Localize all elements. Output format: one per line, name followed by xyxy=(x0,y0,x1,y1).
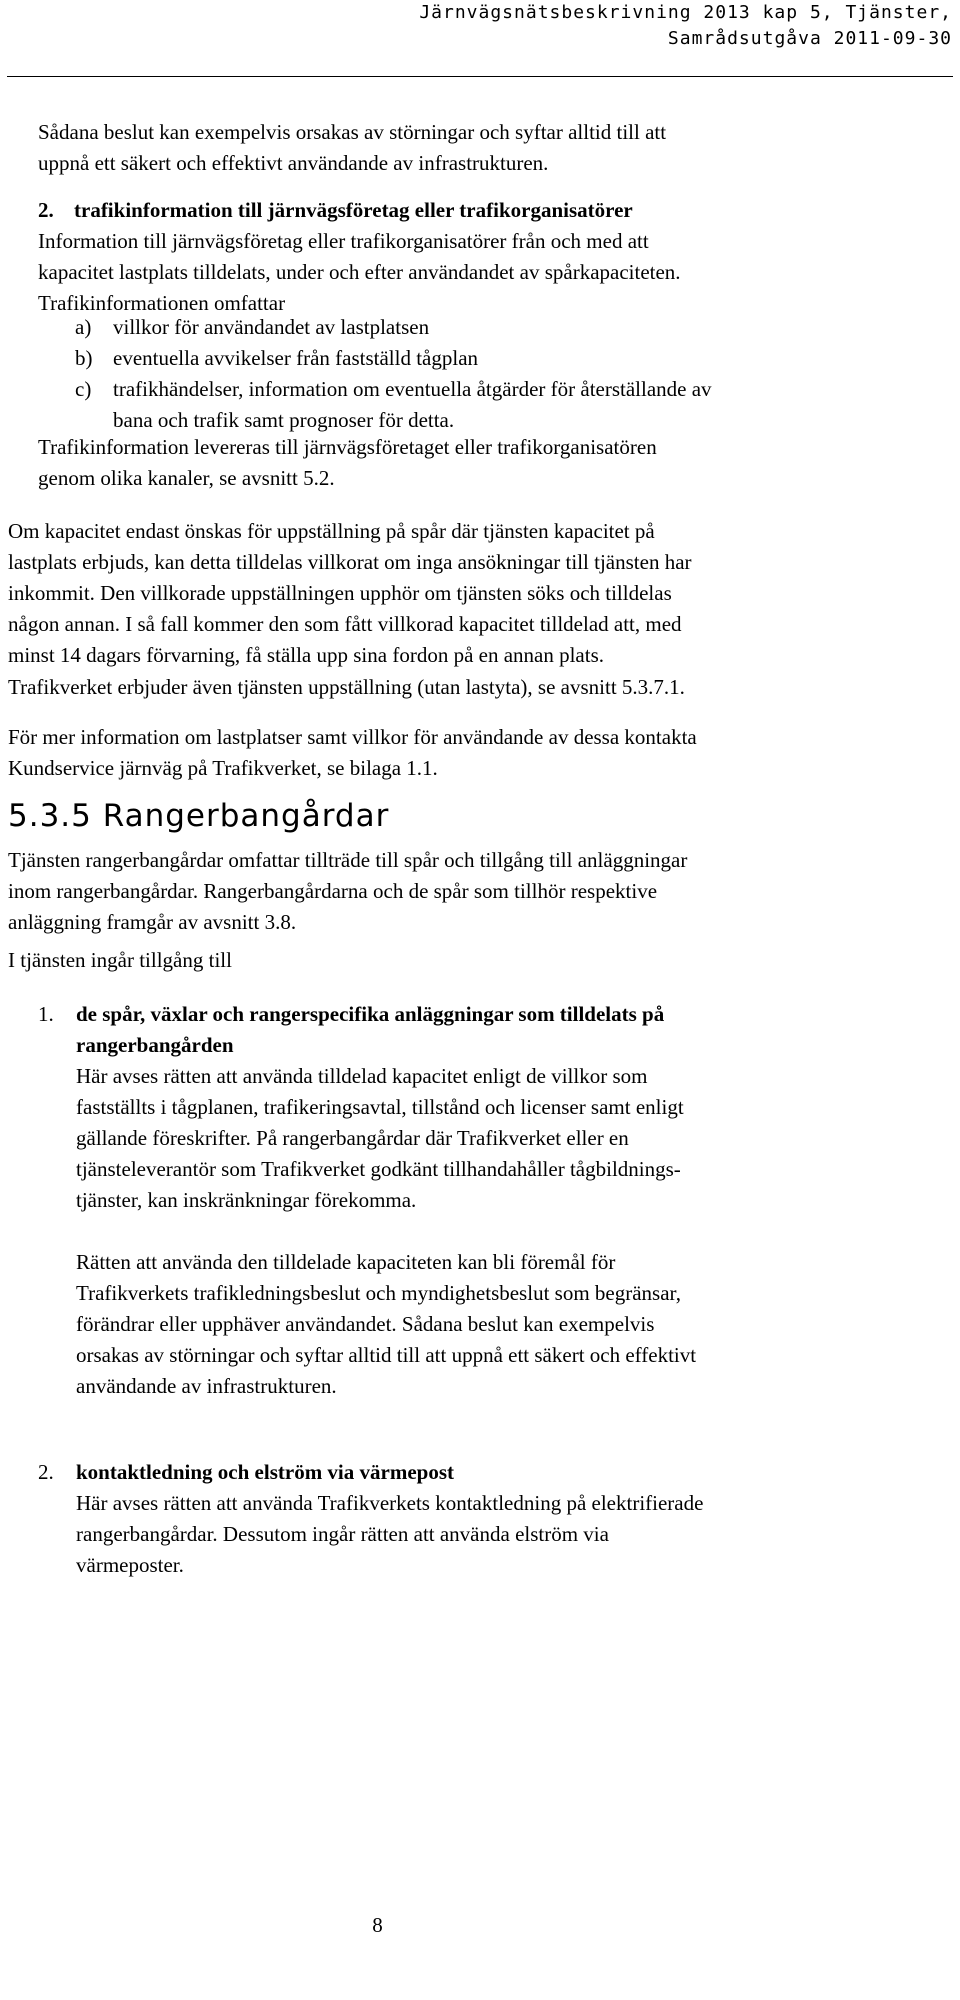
list-text: bana och trafik samt prognoser för detta. xyxy=(113,408,455,432)
text-line: någon annan. I så fall kommer den som fått villkorad kapacitet tilldelad att, med xyxy=(8,612,682,636)
list-label: b) xyxy=(75,346,93,370)
text-line: Trafikinformation levereras till järnvägsföretaget eller trafikorganisatören xyxy=(38,435,657,459)
text-line: För mer information om lastplatser samt villkor för användande av dessa kontakta xyxy=(8,725,697,749)
text-line: inom rangerbangårdar. Rangerbangårdarna och de spår som tillhör respektive xyxy=(8,879,658,903)
text-line: uppnå ett säkert och effektivt användande av infrastrukturen. xyxy=(38,151,549,175)
text-line: orsakas av störningar och syftar alltid till att uppnå ett säkert och effektivt xyxy=(76,1343,697,1367)
header-subtitle: Samrådsutgåva 2011-09-30 xyxy=(667,28,952,49)
item-number: 2. xyxy=(38,198,54,222)
item-number: 2. xyxy=(38,1460,54,1484)
section-heading: 5.3.5 Rangerbangårdar xyxy=(8,798,390,834)
text-line: Information till järnvägsföretag eller trafikorganisatörer från och med att xyxy=(38,229,649,253)
text-line: kapacitet lastplats tilldelats, under och efter användandet av spårkapaciteten. xyxy=(38,260,681,284)
header-divider xyxy=(7,76,953,77)
text-line: Om kapacitet endast önskas för uppställning på spår där tjänsten kapacitet på xyxy=(8,519,655,543)
page-number: 8 xyxy=(372,1913,383,1937)
info-paragraph xyxy=(8,722,953,784)
list-text: trafikhändelser, information om eventuella åtgärder för återställande av xyxy=(113,377,712,401)
page-header xyxy=(419,0,952,52)
section-intro-paragraph xyxy=(8,845,953,938)
text-line: anläggning framgår av avsnitt 3.8. xyxy=(8,910,297,934)
text-line: minst 14 dagars förvarning, få ställa upp sina fordon på en annan plats. xyxy=(8,643,605,667)
text-line: fastställts i tågplanen, trafikeringsavtal, tillstånd och licenser samt enligt xyxy=(76,1095,684,1119)
text-line: användande av infrastrukturen. xyxy=(76,1374,337,1398)
item-number: 1. xyxy=(38,1002,54,1026)
section-lead: I tjänsten ingår tillgång till xyxy=(8,948,232,972)
trafikinfo-paragraph xyxy=(38,226,948,319)
text-line: Trafikverkets trafikledningsbeslut och myndighetsbeslut som begränsar, xyxy=(76,1281,681,1305)
list-label: a) xyxy=(75,315,92,339)
trafikinfo-delivery-paragraph xyxy=(38,432,948,494)
text-line: genom olika kanaler, se avsnitt 5.2. xyxy=(38,466,335,490)
text-line: förändrar eller upphäver användandet. Sådana beslut kan exempelvis xyxy=(76,1312,655,1336)
text-line: Här avses rätten att använda tilldelad kapacitet enligt de villkor som xyxy=(76,1064,648,1088)
text-line: Tjänsten rangerbangårdar omfattar tillträde till spår och tillgång till anläggningar xyxy=(8,848,688,872)
item-heading: de spår, växlar och rangerspecifika anläggningar som tilldelats på xyxy=(76,1002,665,1026)
text-line: värmeposter. xyxy=(76,1553,184,1577)
text-line: rangerbangårdar. Dessutom ingår rätten att använda elström via xyxy=(76,1522,609,1546)
text-line: Sådana beslut kan exempelvis orsakas av störningar och syftar alltid till att xyxy=(38,120,667,144)
text-line: inkommit. Den villkorade uppställningen upphör om tjänsten söks och tilldelas xyxy=(8,581,672,605)
item-heading: trafikinformation till järnvägsföretag eller trafikorganisatörer xyxy=(74,198,633,222)
item-heading: rangerbangården xyxy=(76,1033,234,1057)
text-line: tjänster, kan inskränkningar förekomma. xyxy=(76,1188,417,1212)
trafikverket-paragraph: Trafikverket erbjuder även tjänsten uppställning (utan lastyta), se avsnitt 5.3.7.1. xyxy=(8,675,685,699)
text-line: Rätten att använda den tilldelade kapaciteten kan bli föremål för xyxy=(76,1250,616,1274)
list-text: eventuella avvikelser från fastställd tågplan xyxy=(113,346,479,370)
list-text: villkor för användandet av lastplatsen xyxy=(113,315,430,339)
list-label: c) xyxy=(75,377,92,401)
intro-paragraph xyxy=(38,117,948,179)
text-line: Trafikinformationen omfattar xyxy=(38,291,286,315)
text-line: lastplats erbjuds, kan detta tilldelas villkorat om inga ansökningar till tjänsten har xyxy=(8,550,692,574)
text-line: Här avses rätten att använda Trafikverkets kontaktledning på elektrifierade xyxy=(76,1491,704,1515)
kapacitet-paragraph xyxy=(8,516,953,671)
header-title: Järnvägsnätsbeskrivning 2013 kap 5, Tjänster, xyxy=(419,2,952,23)
text-line: Kundservice järnväg på Trafikverket, se bilaga 1.1. xyxy=(8,756,438,780)
item-heading: kontaktledning och elström via värmepost xyxy=(76,1460,454,1484)
text-line: tjänsteleverantör som Trafikverket godkänt tillhandahåller tågbildnings- xyxy=(76,1157,681,1181)
text-line: gällande föreskrifter. På rangerbangårdar där Trafikverket eller en xyxy=(76,1126,629,1150)
